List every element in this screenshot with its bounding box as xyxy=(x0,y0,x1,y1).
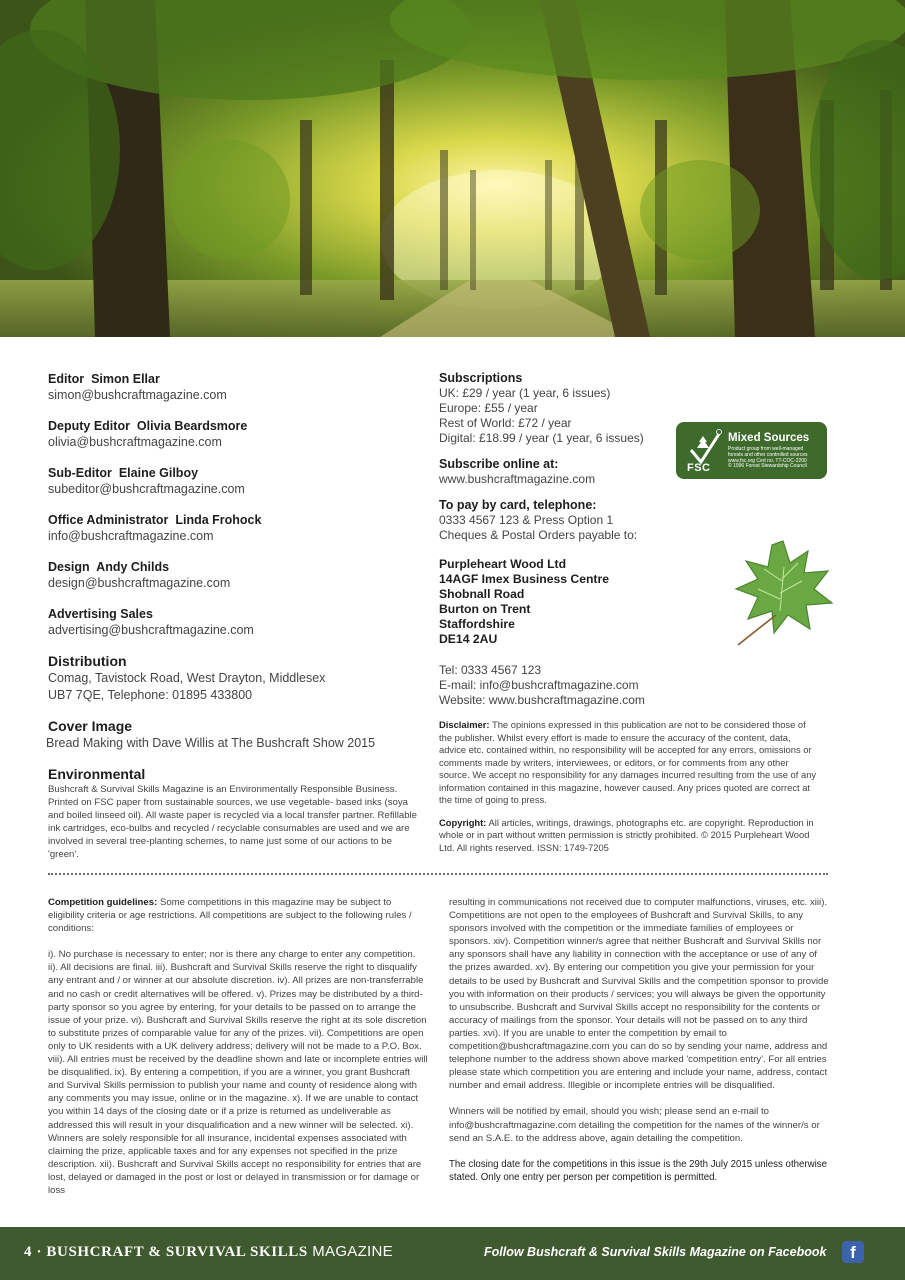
pay-by-card-label: To pay by card, telephone: xyxy=(439,498,597,512)
staff-design xyxy=(48,559,420,591)
fsc-badge xyxy=(676,422,827,479)
disclaimer-text: The opinions expressed in this publication are not to be considered those of the publisher. Whilst every effort is made to ensure the accuracy of the content, data, advice etc. contained within, no responsibility will be accepted for any errors, omissions or comments made by writers, interviewees, or editors, or for comments from any other source. We accept no responsibility for any damages incurred resulting from the use of any information contained in this magazine, however caused. Any prices quoted are correct at the time of going to press. xyxy=(439,719,817,805)
environmental-text: Bushcraft & Survival Skills Magazine is an Environmentally Responsible Business. Printed on FSC paper from sustainable sources, we use vegetable- based inks (soya and boiled linseed oil). All waste paper is recycled via a local transfer partner. Refillable ink cartridges, eco-bulbs and recycled / recyclable consumables are used and we are involved in several tree-planting schemes, to name just some of our actions to be 'green'. xyxy=(48,784,418,860)
staff-role: Advertising Sales xyxy=(48,607,153,621)
copyright-label: Copyright: xyxy=(439,816,487,828)
fsc-title: Mixed Sources xyxy=(728,432,810,444)
environmental-section xyxy=(48,766,420,861)
competition-guidelines-left xyxy=(48,896,428,1210)
contact-tel: Tel: 0333 4567 123 xyxy=(439,663,542,677)
price-line: Rest of World: £72 / year xyxy=(439,416,572,430)
price-line: Europe: £55 / year xyxy=(439,401,538,415)
subscribe-online-link[interactable]: www.bushcraftmagazine.com xyxy=(439,472,596,486)
staff-sub-editor xyxy=(48,465,420,497)
hero-forest-image xyxy=(0,0,905,337)
staff-email[interactable]: olivia@bushcraftmagazine.com xyxy=(48,435,222,449)
staff-name: Elaine Gilboy xyxy=(118,466,199,480)
pay-by-card-line: 0333 4567 123 & Press Option 1 xyxy=(439,513,614,527)
distribution-section xyxy=(48,653,420,704)
distribution-line: Comag, Tavistock Road, West Drayton, Middlesex xyxy=(48,671,326,685)
staff-editor xyxy=(48,371,420,403)
competition-closing: The closing date for the competitions in this issue is the 29th July 2015 unless otherwise stated. Only one entry per person per competition is permitted. xyxy=(449,1158,828,1183)
fsc-fine-print: Product group from well-managed forests and other controlled sources www.fsc.org Cert no. TT-COC-2200 © 1996 Forest Stewardship Council xyxy=(728,446,808,470)
distribution-title: Distribution xyxy=(48,653,127,669)
environmental-title: Environmental xyxy=(48,766,146,782)
staff-name: Andy Childs xyxy=(96,560,170,574)
divider xyxy=(48,873,828,875)
contact-block xyxy=(439,663,819,708)
staff-name: Linda Frohock xyxy=(175,513,262,527)
price-line: UK: £29 / year (1 year, 6 issues) xyxy=(439,386,611,400)
copyright xyxy=(439,817,819,855)
credits-column xyxy=(48,371,420,861)
staff-email[interactable]: info@bushcraftmagazine.com xyxy=(48,529,214,543)
staff-email[interactable]: design@bushcraftmagazine.com xyxy=(48,576,231,590)
competition-label: Competition guidelines: xyxy=(48,897,158,908)
cover-title: Cover Image xyxy=(48,718,133,734)
staff-role: Office Administrator xyxy=(48,513,169,527)
staff-name: Olivia Beardsmore xyxy=(136,419,248,433)
staff-role: Deputy Editor xyxy=(48,419,130,433)
staff-name: Simon Ellar xyxy=(91,372,160,386)
copyright-text: All articles, writings, drawings, photographs etc. are copyright. Reproduction in whole or in part without written permission is strictly prohibited. © 2015 Purpleheart Wood Ltd. All rights reserved. ISSN: 1749-7205 xyxy=(439,816,814,853)
staff-office-admin xyxy=(48,512,420,544)
staff-role: Design xyxy=(48,560,90,574)
contact-website[interactable]: Website: www.bushcraftmagazine.com xyxy=(439,693,645,707)
facebook-follow-text[interactable]: Follow Bushcraft & Survival Skills Magazine on Facebook xyxy=(484,1245,827,1259)
staff-deputy-editor xyxy=(48,418,420,450)
cover-text: Bread Making with Dave Willis at The Bushcraft Show 2015 xyxy=(46,736,376,750)
competition-winners: Winners will be notified by email, should you wish; please send an e-mail to info@bushcraftmagazine.com detailing the competition for the names of the winner/s or send an S.A.E. to the address above, again detailing the competition. xyxy=(449,1106,820,1144)
subscribe-online-label: Subscribe online at: xyxy=(439,457,559,471)
contact-email[interactable]: E-mail: info@bushcraftmagazine.com xyxy=(439,678,639,692)
competition-guidelines-right xyxy=(449,896,829,1197)
competition-intro: Some competitions in this magazine may be subject to eligibility criteria or age restrictions. All competitions are subject to the following rules / conditions: xyxy=(48,897,412,935)
subscriptions-title: Subscriptions xyxy=(439,371,523,385)
staff-email[interactable]: simon@bushcraftmagazine.com xyxy=(48,388,227,402)
staff-email[interactable]: subeditor@bushcraftmagazine.com xyxy=(48,482,245,496)
address-line: Shobnall Road xyxy=(439,587,525,601)
staff-role: Sub-Editor xyxy=(48,466,112,480)
page-footer xyxy=(0,1227,905,1280)
disclaimer xyxy=(439,719,819,807)
address-line: Purpleheart Wood Ltd xyxy=(439,557,567,571)
maple-leaf-icon xyxy=(728,533,838,648)
staff-email[interactable]: advertising@bushcraftmagazine.com xyxy=(48,623,254,637)
disclaimer-label: Disclaimer: xyxy=(439,719,490,730)
distribution-line: UB7 7QE, Telephone: 01895 433800 xyxy=(48,688,253,702)
address-line: Staffordshire xyxy=(439,617,515,631)
staff-role: Editor xyxy=(48,372,85,386)
competition-rules-left: i). No purchase is necessary to enter; nor is there any charge to enter any competition. ii). All decisions are final. iii). Bushcraft and Survival Skills reserve the right to disqualify any entrant and / or winner at our absolute discretion. iv). All prizes are non-transferrable and no cash or credit alternatives will be offered. v). Prizes may be distributed by a third-party sponsor so you agree by entering, for your details to be passed on to arrange the issue of your prize. vi). Bushcraft and Survival Skills reserve the right at its sole discretion to substitute prizes of comparable value for any of the prizes. vii). Competitions are open only to UK residents with a UK delivery address; delivery will not be made to a P.O. Box. viii). All entries must be received by the deadline shown and late or incomplete entries will be disqualified. ix). By entering a competition, if you are a winner, you grant Bushcraft and Survival Skills permission to publish your name and county of residence along with any comments you may issue, online or in the magazine. x). If we are unable to contact you within 14 days of the closing date or if a prize is returned as undeliverable as addressed this will result in your disqualification and a new winner will be selected. xi). Winners are solely responsible for all insurance, incidental expenses associated with claiming the prize, applicable taxes and for any expenses not specified in the prize description. xii). Bushcraft and Survival Skills accept no responsibility for entries that are lost, delayed or damaged in the post or lost or delayed in transmission or for damage or loss xyxy=(48,949,428,1196)
address-line: DE14 2AU xyxy=(439,632,498,646)
competition-rules-right: resulting in communications not received due to computer malfunctions, viruses, etc. xiii). Competitions are not open to the employees of Bushcraft and Survival Skills, to any sponsors involved with the competition or the immediate families of employees or sponsors. xiv). Competition winner/s agree that neither Bushcraft and Survival Skills nor any sponsors shall have any liability in connection with the acceptance or use of any of the prizes awarded. xv). By entering our competition you give your permission for your details to be used by Bushcraft and Survival Skills and the competition sponsor to provide you with information on their products / services; you will always be given the opportunity to unsubscribe. Bushcraft and Survival Skills accept no responsibility for the contents or accuracy of mailings from the sponsor. Your details will not be passed on to any third parties. xvi). If you are unable to enter the competition by email to competition@bushcraftmagazine.com you can do so by sending your name, address and telephone number to the address shown above marked 'competition entry'. For all entries please state which competition you are entering and include your name, address, contact number and email address. Illegible or incomplete entries will be disqualified. xyxy=(449,897,829,1092)
page-number-title: 4 · BUSHCRAFT & SURVIVAL SKILLS xyxy=(24,1244,308,1260)
price-line: Digital: £18.99 / year (1 year, 6 issues) xyxy=(439,431,644,445)
staff-advertising xyxy=(48,606,420,638)
fsc-logo-text: FSC xyxy=(687,462,711,474)
pay-by-card-line: Cheques & Postal Orders payable to: xyxy=(439,528,638,542)
magazine-label: MAGAZINE xyxy=(312,1243,393,1260)
facebook-icon[interactable]: f xyxy=(842,1241,864,1263)
address-line: Burton on Trent xyxy=(439,602,531,616)
cover-section xyxy=(48,718,420,752)
address-line: 14AGF Imex Business Centre xyxy=(439,572,610,586)
